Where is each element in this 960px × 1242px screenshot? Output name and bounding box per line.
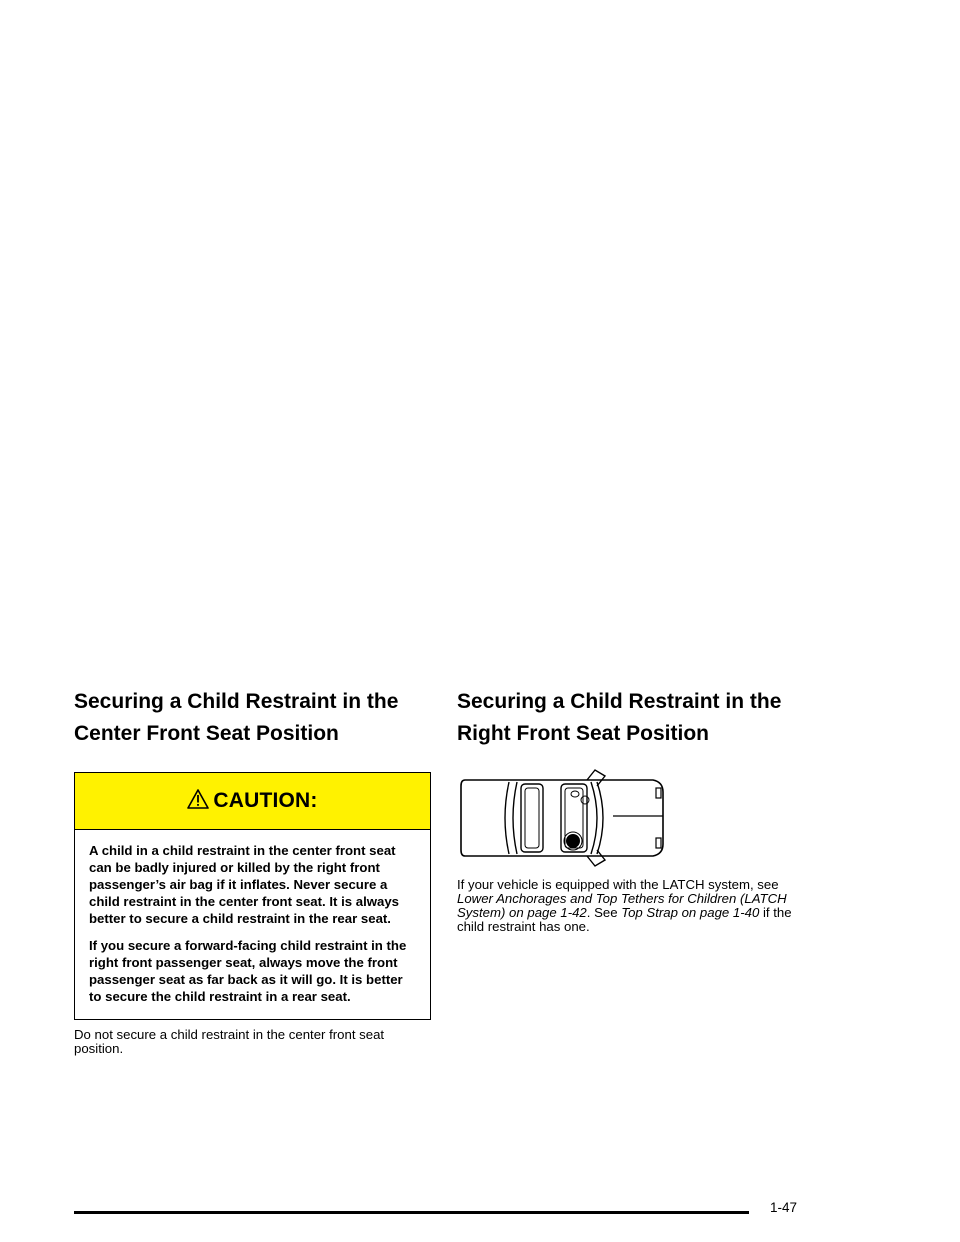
right-seat-heading-line1: Securing a Child Restraint in the xyxy=(457,690,782,713)
footer-rule xyxy=(74,1211,749,1214)
latch-text-1: If your vehicle is equipped with the LATCH system, see xyxy=(457,877,779,892)
latch-text-2: . See xyxy=(586,905,622,920)
center-seat-heading-line1: Securing a Child Restraint in the xyxy=(74,690,399,713)
caution-paragraph-2: If you secure a forward-facing child restraint in the right front passenger seat, always move the front passenger seat as far back as it will go. It is better to secure the child restraint in a rear seat. xyxy=(89,938,407,1004)
page-number: 1-47 xyxy=(770,1200,798,1215)
center-seat-heading-line2: Center Front Seat Position xyxy=(74,722,339,745)
caution-header xyxy=(75,773,430,830)
right-column xyxy=(457,686,817,934)
right-seat-heading xyxy=(457,686,817,750)
vehicle-top-view-illustration xyxy=(457,768,667,868)
caution-box xyxy=(74,772,431,1020)
latch-paragraph xyxy=(457,878,817,934)
left-column xyxy=(74,686,431,1056)
latch-text-3: if the child restraint has one. xyxy=(457,905,792,934)
warning-triangle-icon xyxy=(187,789,209,809)
caution-body xyxy=(75,830,430,1019)
right-seat-heading-line2: Right Front Seat Position xyxy=(457,722,709,745)
center-seat-body-text: Do not secure a child restraint in the center front seat position. xyxy=(74,1027,385,1056)
latch-anchorages-reference[interactable]: Lower Anchorages and Top Tethers for Children (LATCH System) on page 1-42 xyxy=(457,891,787,920)
caution-paragraph-1: A child in a child restraint in the center front seat can be badly injured or killed by the right front passenger’s air bag if it inflates. Never secure a child restraint in the center front seat. It is always better to secure a child restraint in the rear seat. xyxy=(89,843,399,926)
center-seat-heading xyxy=(74,686,431,750)
caution-title: CAUTION: xyxy=(213,789,318,812)
top-strap-reference[interactable]: Top Strap on page 1-40 xyxy=(621,905,760,920)
